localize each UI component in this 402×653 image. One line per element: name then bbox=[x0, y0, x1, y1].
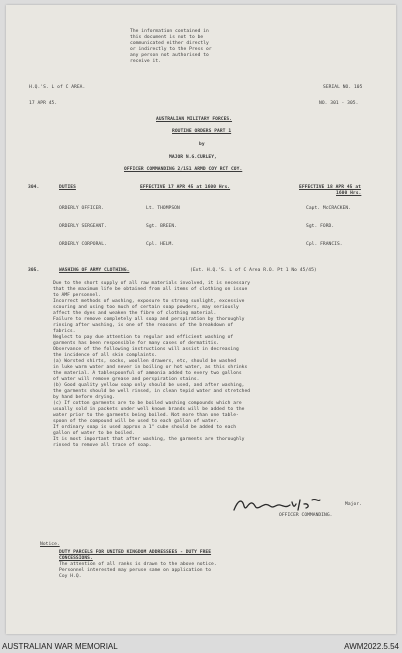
washing-line: the material. A tablespoonful of ammonia added to every two gallons bbox=[53, 371, 242, 376]
duty-to: Sgt. FORD. bbox=[306, 224, 335, 229]
washing-line: (b) Good quality yellow soap only should be used, and after washing, bbox=[53, 383, 245, 388]
notice-title-2: CONCESSIONS. bbox=[59, 556, 93, 561]
washing-line: (a) Worsted shirts, socks, woollen drawers, etc, should be washed bbox=[53, 359, 237, 364]
signature-title: OFFICER COMMANDING. bbox=[279, 513, 333, 518]
serial-number: SERIAL NO. 105 bbox=[323, 85, 363, 90]
washing-line: garments has been responsible for many cases of dermatitis. bbox=[53, 341, 220, 346]
washing-line: Due to the short supply of all raw materials involved, it is necessary bbox=[53, 281, 251, 286]
duties-to-heading-2: 1600 Hrs. bbox=[336, 191, 362, 196]
duties-heading: DUTIES bbox=[59, 185, 76, 190]
washing-line: usually sold in packets under well known brands will be added to the bbox=[53, 407, 245, 412]
duties-number: 304. bbox=[28, 185, 40, 190]
notice-line: this document is not to be bbox=[130, 35, 204, 40]
washing-line: spoon of the compound will be used to each gallon of water. bbox=[53, 419, 220, 424]
duty-role: ORDERLY OFFICER. bbox=[59, 206, 105, 211]
title-line-5: OFFICER COMMANDING 2/151 ARMD COY RCT COY. bbox=[124, 167, 243, 172]
document-page bbox=[6, 5, 396, 634]
duty-to: Capt. McCRACKEN. bbox=[306, 206, 352, 211]
washing-line: It is most important that after washing, the garments are thoroughly bbox=[53, 437, 245, 442]
washing-reference: (Ext. H.Q.'S. L of C Area R.O. Pt 1 No 45/45) bbox=[190, 268, 317, 273]
archive-reference: AWM2022.5.54 bbox=[344, 642, 399, 651]
duty-from: Lt. THOMPSON bbox=[146, 206, 180, 211]
duty-from: Sgt. BREEN. bbox=[146, 224, 177, 229]
washing-line: of water will remove grease and perspiration stains. bbox=[53, 377, 200, 382]
notice-line: The information contained in bbox=[130, 29, 209, 34]
washing-line: to AMF personnel. bbox=[53, 293, 101, 298]
notice-line: receive it. bbox=[130, 59, 161, 64]
washing-line: If ordinary soap is used approx a 1" cube should be added to each bbox=[53, 425, 237, 430]
notice-heading: Notice. bbox=[40, 542, 60, 547]
archive-footer bbox=[0, 640, 402, 653]
hq-label: H.Q.'S. L of C AREA. bbox=[29, 85, 86, 90]
notice-line: communicated either directly bbox=[130, 41, 209, 46]
title-line-2: ROUTINE ORDERS PART 1 bbox=[172, 129, 232, 134]
washing-line: scouring and using too much of certain soap powders, may seriously bbox=[53, 305, 239, 310]
duties-from-heading: EFFECTIVE 17 APR 45 at 1600 Hrs. bbox=[140, 185, 231, 190]
washing-line: fabrics. bbox=[53, 329, 76, 334]
washing-line: Observance of the following instructions will assist in decreasing bbox=[53, 347, 239, 352]
notice-line: Personnel interested may peruse same on application to bbox=[59, 568, 212, 573]
signature-rank: Major. bbox=[345, 502, 362, 507]
duty-role: ORDERLY SERGEANT. bbox=[59, 224, 107, 229]
washing-line: the incidence of all skin complaints. bbox=[53, 353, 158, 358]
washing-line: Neglect to pay due attention to regular and efficient washing of bbox=[53, 335, 234, 340]
title-line-4: MAJOR N.G.CURLEY, bbox=[169, 155, 217, 160]
washing-line: in luke warm water and never in boiling or hot water, as this shrinks bbox=[53, 365, 248, 370]
order-date: 17 APR 45. bbox=[29, 101, 58, 106]
notice-line: any person not authorised to bbox=[130, 53, 209, 58]
notice-title: DUTY PARCELS FOR UNITED KINGDOM ADDRESSEES - DUTY FREE bbox=[59, 550, 212, 555]
washing-line: that the maximum life be obtained from all items of clothing on issue bbox=[53, 287, 248, 292]
washing-line: rinsed to remove all trace of soap. bbox=[53, 443, 152, 448]
washing-line: the garments should be well rinsed, in clean tepid water and stretched bbox=[53, 389, 251, 394]
washing-line: Incorrect methods of washing, exposure to strong sunlight, excessive bbox=[53, 299, 245, 304]
washing-heading: WASHING OF ARMY CLOTHING. bbox=[59, 268, 130, 273]
washing-line: affect the dyes and weaken the fibre of clothing material. bbox=[53, 311, 217, 316]
notice-line: or indirectly to the Press or bbox=[130, 47, 212, 52]
notice-line: Coy H.Q. bbox=[59, 574, 82, 579]
order-numbers: NO. 301 - 305. bbox=[319, 101, 359, 106]
title-line-1: AUSTRALIAN MILITARY FORCES. bbox=[156, 117, 233, 122]
duties-to-heading: EFFECTIVE 18 APR 45 at bbox=[299, 185, 361, 190]
washing-line: rinsing after washing, is one of the reasons of the breakdown of bbox=[53, 323, 234, 328]
washing-line: (c) If cotton garments are to be boiled washing compounds which are bbox=[53, 401, 242, 406]
washing-number: 305. bbox=[28, 268, 40, 273]
title-line-3: by bbox=[199, 142, 205, 147]
washing-line: Failure to remove completely all soap and perspiration by thoroughly bbox=[53, 317, 245, 322]
duty-role: ORDERLY CORPORAL. bbox=[59, 242, 107, 247]
duty-from: Cpl. HELM. bbox=[146, 242, 175, 247]
notice-line: The attention of all ranks is drawn to the above notice. bbox=[59, 562, 217, 567]
duty-to: Cpl. FRANCIS. bbox=[306, 242, 343, 247]
washing-line: by hand before drying. bbox=[53, 395, 115, 400]
washing-line: gallon of water to be boiled. bbox=[53, 431, 135, 436]
archive-name: AUSTRALIAN WAR MEMORIAL bbox=[2, 642, 118, 651]
washing-line: water prior to the garments being boiled. Not more than one table- bbox=[53, 413, 239, 418]
